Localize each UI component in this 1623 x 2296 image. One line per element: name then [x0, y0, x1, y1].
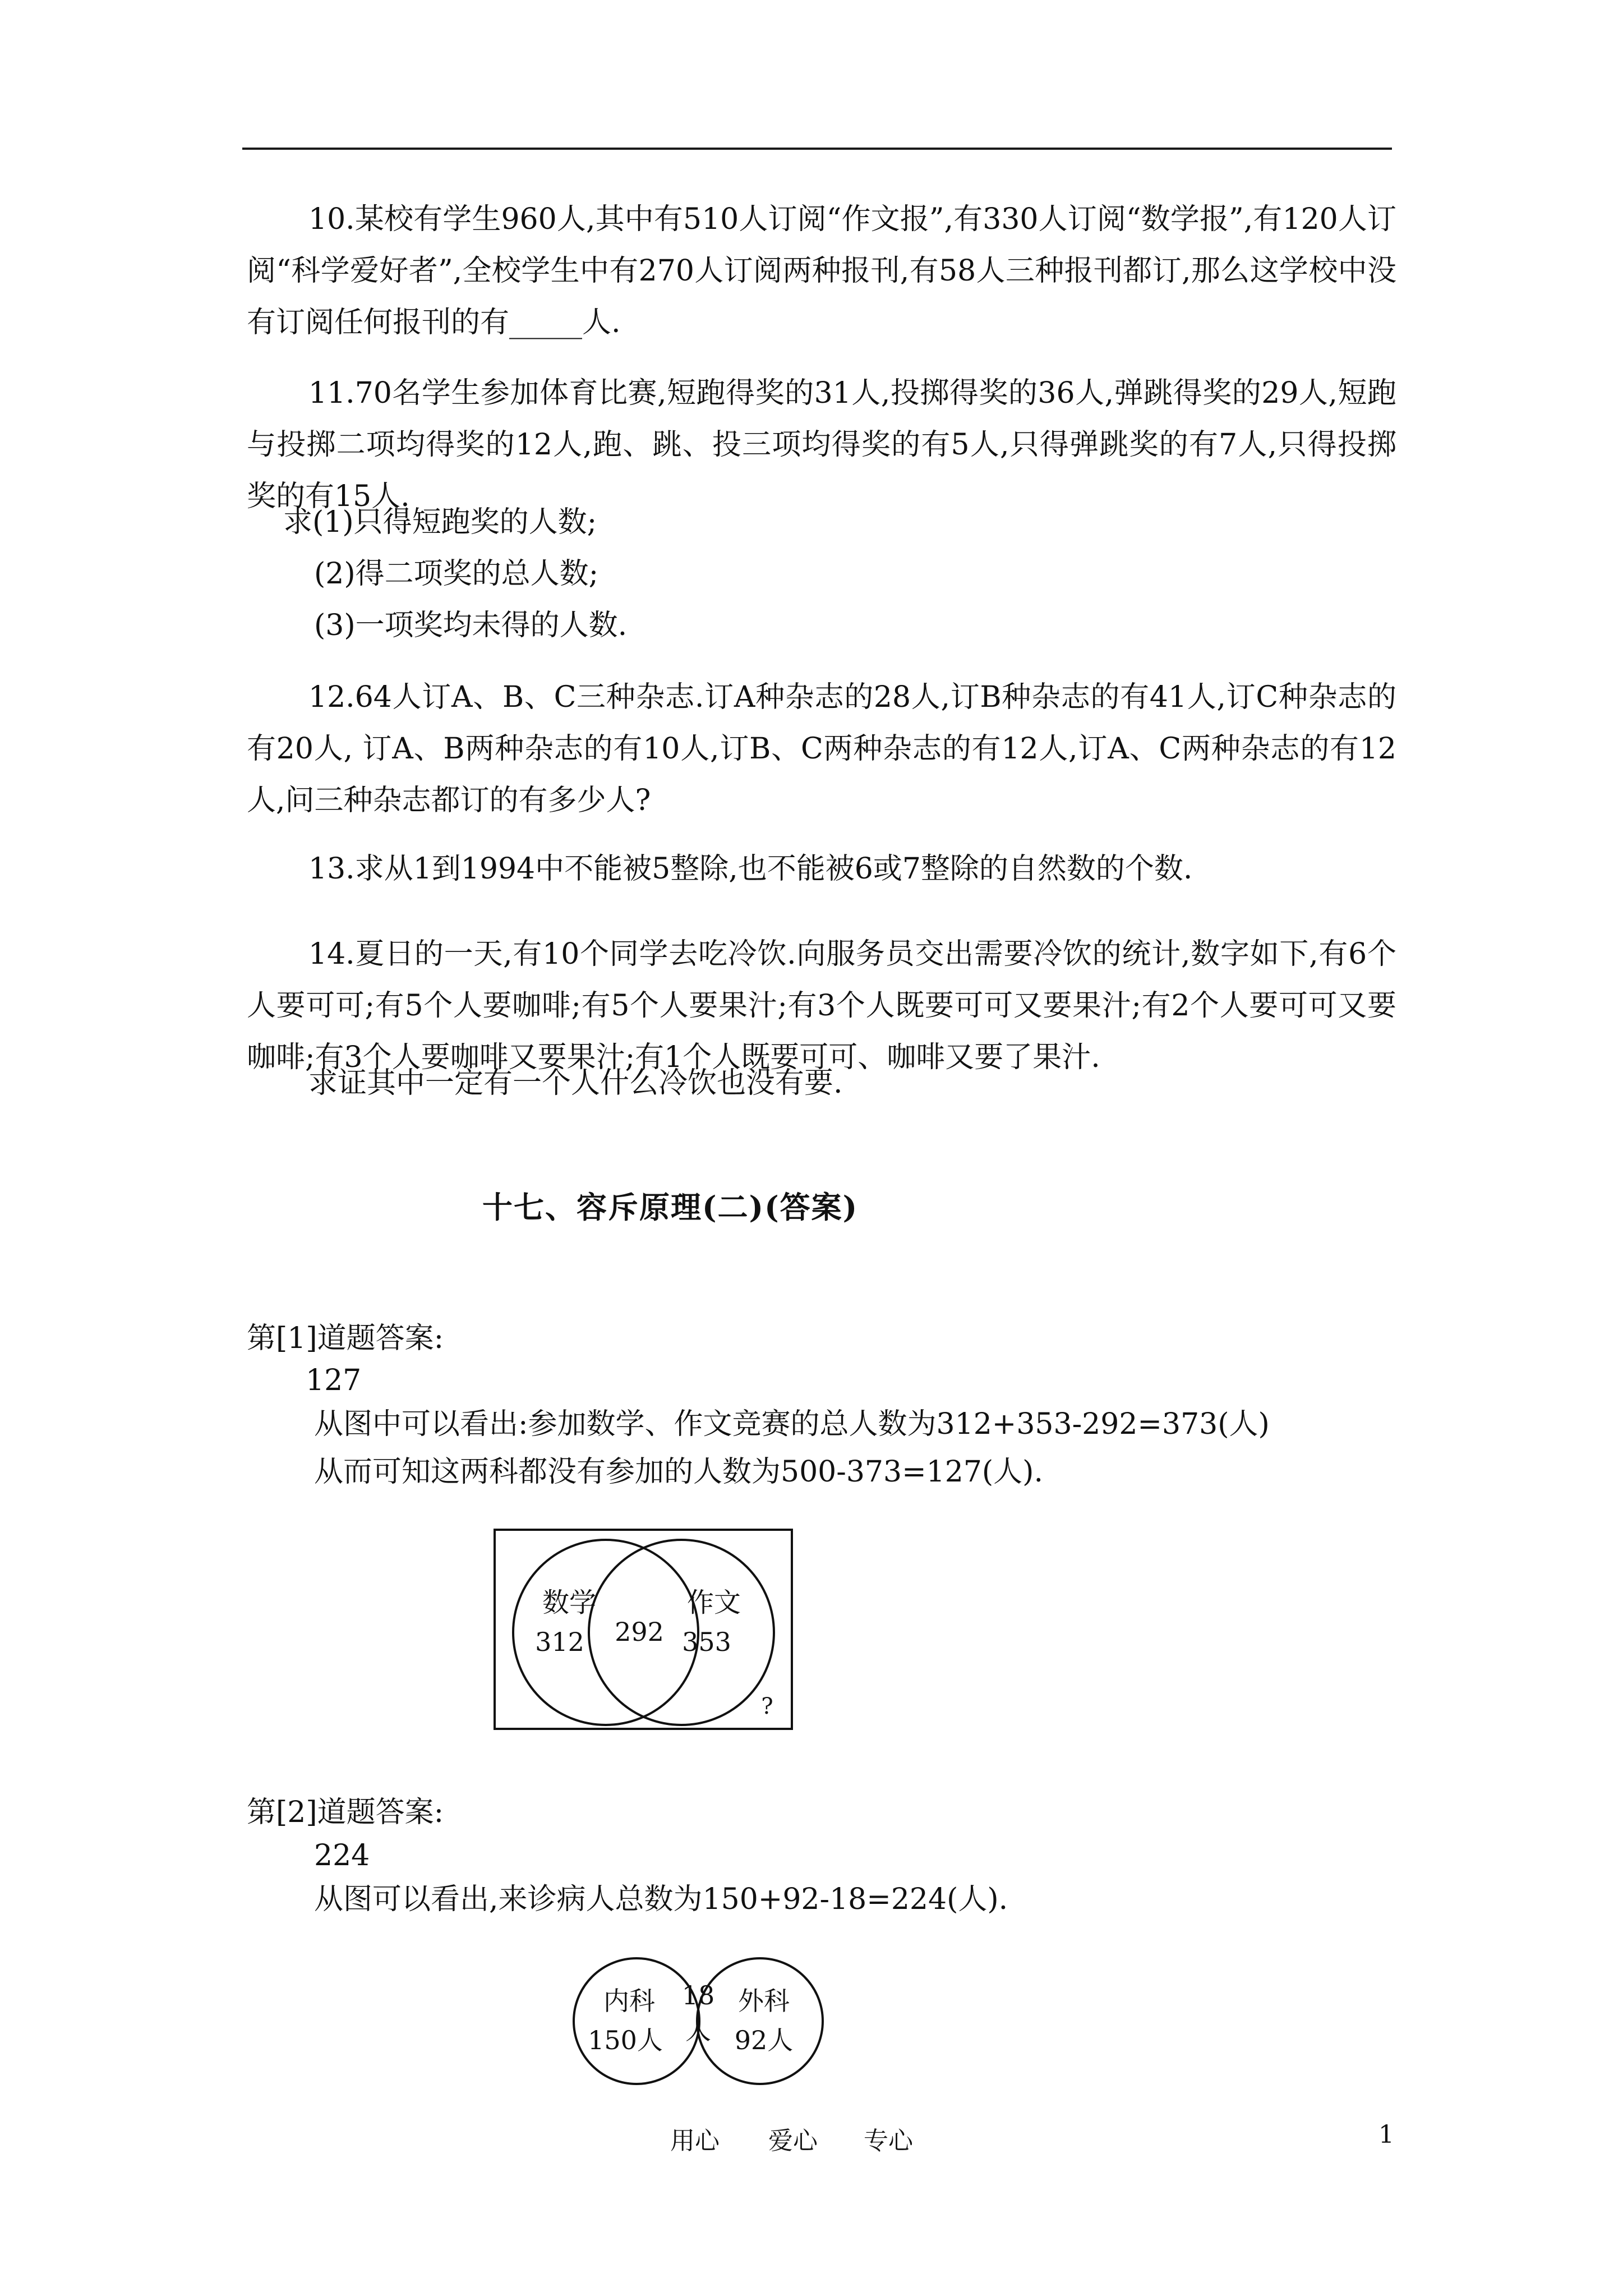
venn-value-overlap: 292 — [615, 1617, 664, 1647]
venn-diagram-clinic — [566, 1955, 830, 2090]
venn-value-internal-medicine: 150人 — [588, 2025, 663, 2055]
venn-value-overlap: 18 — [681, 1980, 715, 2010]
footer-motto-3: 专心 — [864, 2127, 913, 2155]
footer-motto-2: 爱心 — [768, 2127, 818, 2155]
page-number: 1 — [1378, 2120, 1394, 2149]
problem-13 — [247, 843, 1396, 895]
answer-1-value: 127 — [306, 1364, 362, 1397]
venn-value-composition: 353 — [682, 1627, 731, 1657]
problem-13-text: 13.求从1到1994中不能被5整除,也不能被6或7整除的自然数的个数. — [308, 852, 1193, 886]
problem-14-text: 14.夏日的一天,有10个同学去吃冷饮.向服务员交出需要冷饮的统计,数字如下,有6个人要可可;有5个人要咖啡;有5个人要果汁;有3个人既要可可又要果汁;有2个人要可可又要咖啡;有3个人要咖啡又要果汁;有1个人既要可可、咖啡又要了果汁. — [247, 937, 1396, 1074]
answer-1-line-1: 从图中可以看出:参加数学、作文竞赛的总人数为312+353-292=373(人) — [314, 1407, 1270, 1441]
problem-14-prove: 求证其中一定有一个人什么冷饮也没有要. — [308, 1066, 843, 1100]
problem-12-text: 12.64人订A、B、C三种杂志.订A种杂志的28人,订B种杂志的有41人,订C种杂志的有20人, 订A、B两种杂志的有10人,订B、C两种杂志的有12人,订A、C两种杂志的有12人,问三种杂志都订的有多少人? — [247, 680, 1396, 817]
venn-label-composition: 作文 — [686, 1587, 741, 1618]
answer-1-heading: 第[1]道题答案: — [247, 1322, 444, 1355]
venn-diagram-math-composition — [494, 1529, 796, 1733]
problem-10 — [247, 194, 1396, 348]
problem-11-question-2: (2)得二项奖的总人数; — [314, 557, 599, 591]
answer-2-heading: 第[2]道题答案: — [247, 1796, 444, 1829]
venn-label-internal-medicine: 内科 — [603, 1986, 655, 2016]
footer-motto-1: 用心 — [670, 2127, 720, 2155]
answers-section-title: 十七、容斥原理(二)(答案) — [482, 1189, 859, 1225]
venn-value-surgery: 92人 — [734, 2025, 794, 2055]
problem-12 — [247, 671, 1396, 826]
answer-2-line-1: 从图可以看出,来诊病人总数为150+92-18=224(人). — [314, 1883, 1008, 1916]
answer-2-value: 224 — [314, 1839, 370, 1872]
problem-11-question-1: 求(1)只得短跑奖的人数; — [283, 505, 597, 539]
venn-label-surgery: 外科 — [738, 1986, 790, 2016]
header-rule — [242, 148, 1392, 150]
problem-10-text: 10.某校有学生960人,其中有510人订阅“作文报”,有330人订阅“数学报”,有120人订阅“科学爱好者”,全校学生中有270人订阅两种报刊,有58人三种报刊都订,那么这学校中没有订阅任何报刊的有_____人. — [247, 203, 1396, 339]
venn-unit-overlap: 人 — [685, 2015, 711, 2045]
venn-label-math: 数学 — [542, 1587, 597, 1618]
problem-11-question-3: (3)一项奖均未得的人数. — [314, 609, 628, 642]
venn-circle-surgery — [697, 1958, 823, 2084]
venn-value-math: 312 — [535, 1627, 584, 1657]
venn-outside-unknown: ? — [761, 1694, 773, 1719]
answer-1-line-2: 从而可知这两科都没有参加的人数为500-373=127(人). — [314, 1455, 1044, 1489]
venn-circle-internal-medicine — [574, 1958, 699, 2084]
problem-11-stem: 11.70名学生参加体育比赛,短跑得奖的31人,投掷得奖的36人,弹跳得奖的29人,短跑与投掷二项均得奖的12人,跑、跳、投三项均得奖的有5人,只得弹跳奖的有7人,只得投掷奖的有15人. — [247, 376, 1396, 513]
